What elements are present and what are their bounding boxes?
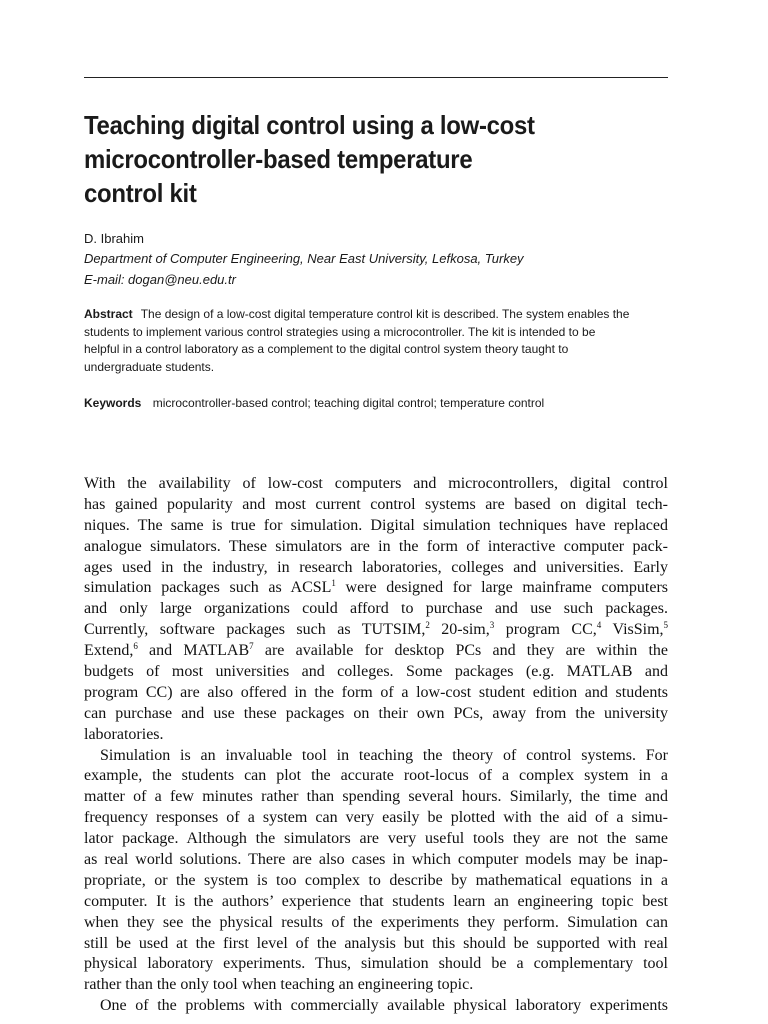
reference-marker: 5 [663,620,669,631]
abstract-line: students to implement various control strategies using a microcontroller. The kit is intended to be [84,324,596,339]
body-line: example, the students can plot the accurate root-locus of a complex system in a [84,767,668,785]
body-text-run: are available for desktop PCs and they are within the [253,642,668,660]
title-line: control kit [84,178,197,208]
body-line: as real world solutions. There are also cases in which computer models may be inap- [84,851,668,869]
title-line: microcontroller-based temperature [84,144,473,174]
abstract-line: helpful in a control laboratory as a complement to the digital control system theory taught to [84,342,569,357]
body-line [84,620,668,641]
keywords-block [84,394,684,412]
body-text-run: were designed for large mainframe computers [335,579,669,597]
body-line: niques. The same is true for simulation. Digital simulation techniques have replaced [84,516,668,534]
header-rule [84,77,668,78]
body-text-run: 20-sim, [429,621,490,639]
body-text-run: VisSim, [601,621,664,639]
body-line: and only large organizations could afford to purchase and use such packages. [84,600,668,618]
author-name: D. Ibrahim [84,231,144,246]
body-line: With the availability of low-cost computers and microcontrollers, digital control [84,475,668,492]
body-line: matter of a few minutes rather than spending several hours. Similarly, the time and [84,788,668,806]
paper-title [84,108,636,210]
reference-marker: 2 [425,620,430,631]
body-text-run: and MATLAB [137,642,250,660]
keywords-label: Keywords [84,396,142,410]
reference-marker: 3 [489,620,495,631]
keywords-text: microcontroller-based control; teaching digital control; temperature control [152,396,545,410]
body-line: lator package. Although the simulators are very useful tools they are not the same [84,830,668,848]
abstract-text: The design of a low-cost digital temperature control kit is described. The system enables the [140,307,630,321]
reference-marker: 6 [133,641,138,652]
reference-marker: 4 [596,620,602,631]
reference-marker: 7 [249,641,254,652]
abstract-block [84,306,670,377]
body-line: propriate, or the system is too complex to describe by mathematical equations in a [84,871,668,889]
body-line: can purchase and use these packages on their own PCs, away from the university [84,704,668,722]
body-line: program CC) are also offered in the form of a low-cost student edition and students [84,683,668,701]
body-text-run: Currently, software packages such as TUTSIM, [84,621,426,639]
body-line: when they see the physical results of the experiments they perform. Simulation can [84,913,668,931]
author-email: E-mail: dogan@neu.edu.tr [84,272,236,287]
body-line: frequency responses of a system can very easily be plotted with the aid of a simu- [84,809,668,827]
body-line: Simulation is an invaluable tool in teaching the theory of control systems. For [100,746,668,764]
abstract-label: Abstract [84,307,133,321]
body-line: One of the problems with commercially available physical laboratory experiments [100,997,668,1015]
abstract-line: undergraduate students. [84,360,215,375]
body-line [84,641,668,662]
author-affiliation: Department of Computer Engineering, Near East University, Lefkosa, Turkey [84,251,524,266]
body-text [84,474,668,1017]
body-text-run: Extend, [84,642,134,660]
title-line: Teaching digital control using a low-cost [84,110,535,140]
body-text-run: program CC, [494,621,597,639]
body-line: has gained popularity and most current control systems are based on digital tech- [84,495,668,513]
reference-marker: 1 [331,578,336,589]
body-line: rather than the only tool when teaching an engineering topic. [84,976,474,994]
body-line: physical laboratory experiments. Thus, simulation should be a complementary tool [84,955,668,973]
body-line: computer. It is the authors’ experience that students learn an engineering topic best [84,892,668,910]
body-line: still be used at the first level of the analysis but this should be supported with real [84,934,668,952]
body-line [84,578,668,599]
body-line: analogue simulators. These simulators are in the form of interactive computer pack- [84,537,668,555]
body-line: budgets of most universities and colleges. Some packages (e.g. MATLAB and [84,663,668,681]
body-line: ages used in the industry, in research laboratories, colleges and universities. Early [84,558,668,576]
body-text-run: simulation packages such as ACSL [84,579,332,597]
body-line: laboratories. [84,725,164,743]
abstract-line-1 [84,306,670,324]
